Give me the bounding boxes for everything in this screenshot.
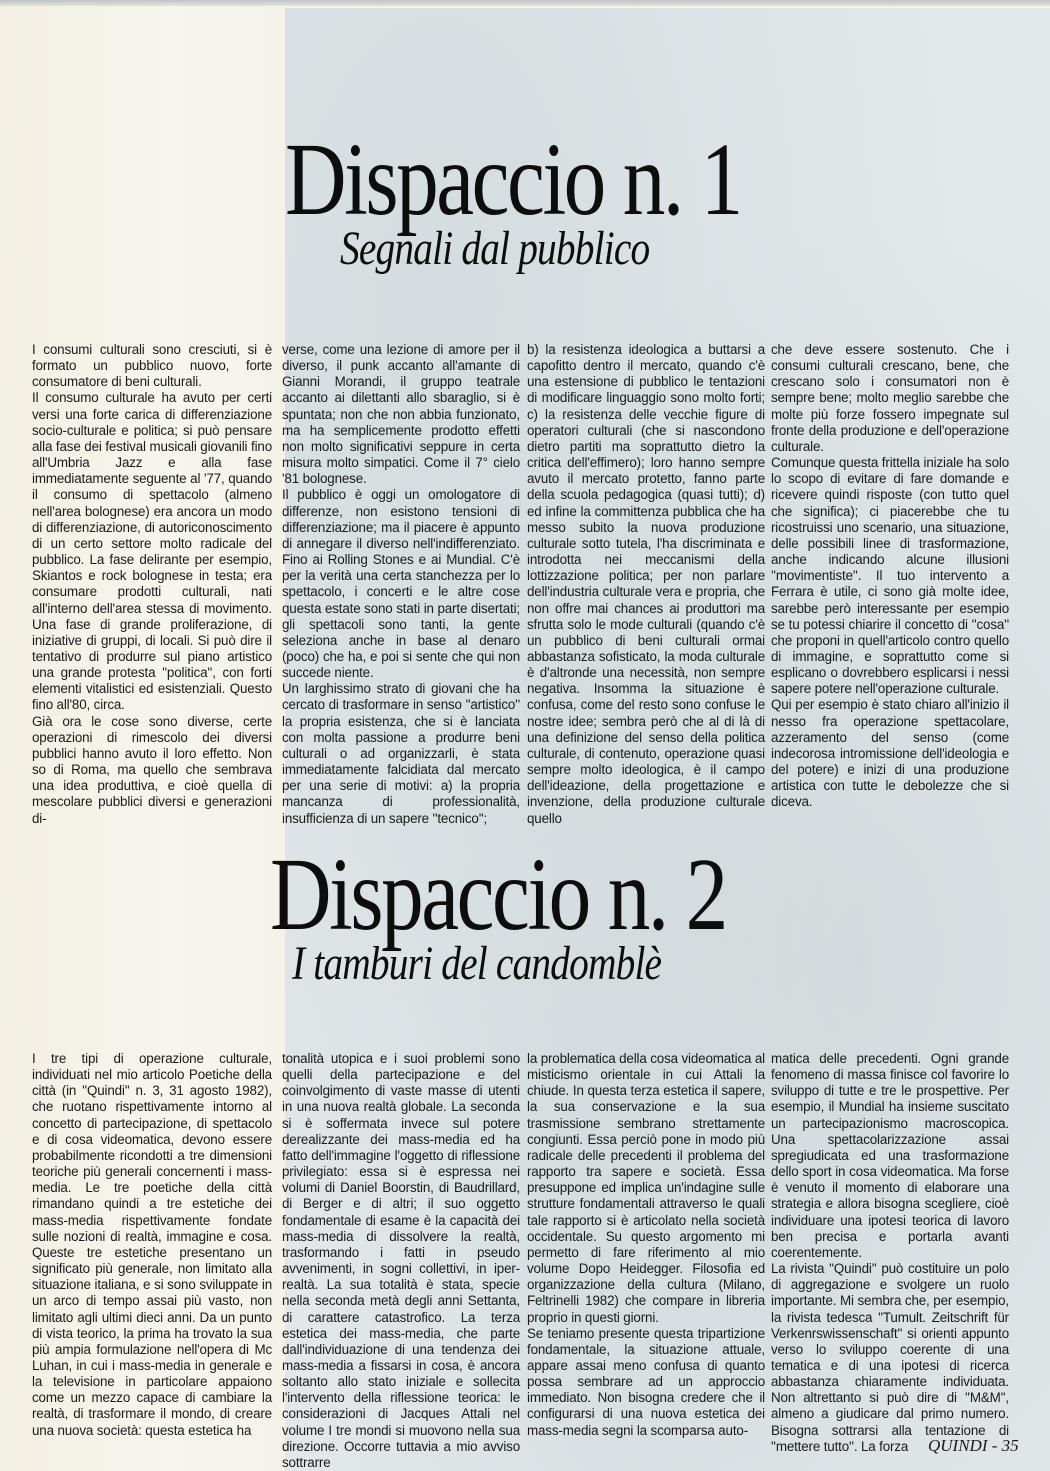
paragraph: Un larghissimo strato di giovani che ha cercato di trasformare in senso ''artistico'' la propria esistenza, che si è lanciata con molta passione a produrre beni culturali o ad organizzarli, è stata immediatamente falcidiata dal mercato per una serie di motivi: a) la propria mancanza di professionalità, insufficienza di un sapere ''tecnico''; [282,681,520,826]
text-column-3 [527,1051,765,1439]
paragraph: tonalità utopica e i suoi problemi sono quelli della partecipazione e del coinvolgimento di vaste masse di utenti in una nuova realtà globale. La seconda si è soffermata invece sul potere derealizzante dei mass-media ed ha fatto dell'immagine l'oggetto di riflessione privilegiato: essa si è espressa nei volumi di Daniel Boorstin, di Baudrillard, di Berger e di altri; il suo oggetto fondamentale di esame è la capacità dei mass-media di dissolvere la realtà, trasformando i fatti in pseudo avvenimenti, in sogni collettivi, in iper-realtà. La sua totalità è stata, specie nella seconda metà degli anni Settanta, di carattere catastrofico. La terza estetica dei mass-media, che parte dall'individuazione di una tendenza dei mass-media a fissarsi in cosa, è ancora soltanto allo stato iniziale e sollecita l'intervento della riflessione teorica: le considerazioni di Jacques Attali nel volume I tre mondi si muovono nella sua direzione. Occorre tuttavia a mio avviso sottrarre [282,1051,520,1470]
paragraph: Già ora le cose sono diverse, certe operazioni di rimescolo dei diversi pubblici hanno avuto il loro effetto. Non so di Roma, ma quello che sembrava una idea produttiva, e cioè quella di mescolare pubblici diversi e generazioni di- [32,713,272,826]
paragraph: la problematica della cosa videomatica al misticismo orientale in cui Attali la chiude. In questa terza estetica il sapere, la sua conservazione e la sua trasmissione sembrano strettamente congiunti. Essa perciò pone in modo più radicale delle precedenti il problema del rapporto tra sapere e società. Essa presuppone ed implica un'indagine sulle strutture fondamentali attraverso le quali tale rapporto si è articolato nella società occidentale. Su questo argomento mi permetto di fare riferimento al mio volume Dopo Heidegger. Filosofia ed organizzazione della cultura (Milano, Feltrinelli 1982) che compare in libreria proprio in questi giorni. [527,1051,765,1325]
text-column-2 [282,342,520,827]
scan-top-edge [0,0,1050,6]
paragraph: Qui per esempio è stato chiaro all'inizio il nesso fra operazione spettacolare, azzeramento del senso (come indecorosa intromissione dell'ideologia e del potere) e inizi di una produzione artistica con tutte le debolezze che si diceva. [771,697,1009,810]
section-subtitle: I tamburi del candomblè [292,937,662,990]
text-column-2 [282,1051,520,1471]
paragraph: I tre tipi di operazione culturale, individuati nel mio articolo Poetiche della città (in ''Quindi'' n. 3, 31 agosto 1982), che ruotano rispettivamente intorno al concetto di partecipazione, di spettacolo e di cosa videomatica, devono essere probabilmente ricondotti a tre dimensioni teoriche più generali concernenti i mass-media. Le tre poetiche della città rimandano quindi a tre estetiche dei mass-media rispettivamente fondate sulle nozioni di realtà, immagine e cosa. Queste tre estetiche presentano un significato più generale, non limitato alla situazione italiana, e si sono sviluppate in un arco di tempo assai più vasto, non limitato agli ultimi dieci anni. Da un punto di vista teorico, la prima ha trovato la sua più ampia formulazione nell'opera di Mc Luhan, in cui i mass-media in generale e la televisione in particolare appaiono come un mezzo capace di cambiare la realtà, di trasformare il mondo, di creare una nuova società: questa estetica ha [32,1051,272,1438]
paragraph: matica delle precedenti. Ogni grande fenomeno di massa finisce col favorire lo sviluppo di tutte e tre le prospettive. Per esempio, il Mundial ha insieme suscitato un partecipazionismo macroscopica. Una spettacolarizzazione assai spregiudicata ed una trasformazione dello sport in cosa videomatica. Ma forse è venuto il momento di elaborare una strategia e allora bisogna scegliere, cioè individuare una ipotesi teorica di lavoro ben precisa e portarla avanti coerentemente. [771,1051,1009,1260]
text-column-1 [32,1051,272,1439]
text-column-4 [771,342,1009,811]
section-title: Dispaccio n. 2 [270,837,726,952]
paragraph: Il consumo culturale ha avuto per certi versi una forte carica di differenziazione socio-culturale e politica; si può pensare alla fase dei festival musicali giovanili fino all'Umbria Jazz e alla fase immediatamente seguente al '77, quando il consumo di spettacolo (almeno nell'area bolognese) era ancora un modo di differenziazione, di autoriconoscimento di un certo settore molto radicale del pubblico. La fase delirante per esempio, Skiantos e rock bolognese in testa; era consumare prodotti culturali, nati all'interno dell'area stessa di movimento. Una fase di grande proliferazione, di iniziative di gruppi, di locali. Si può dire il tentativo di produrre sul piano artistico una grande protesta ''politica'', con forti elementi vitalistici ed esistenziali. Questo fino all'80, circa. [32,390,272,713]
text-column-3 [527,342,765,827]
paragraph: b) la resistenza ideologica a buttarsi a capofitto dentro il mercato, quando c'è una estensione di pubblico le tentazioni di modificare linguaggio sono molto forti; c) la resistenza delle vecchie figure di operatori culturali (che si nascondono dietro partiti ma soprattutto dietro la critica dell'effimero); loro hanno sempre avuto il mercato protetto, fanno parte della scuola pedagogica (quasi tutti); d) ed infine la committenza pubblica che ha messo subito la nuova produzione culturale sotto tutela, l'ha discriminata e introdotta nei meccanismi della lottizzazione politica; per non parlare dell'industria culturale vera e propria, che non offre mai chances ai produttori ma sfrutta solo le mode culturali (quando c'è un pubblico di beni culturali ormai abbastanza sofisticato, la moda culturale è d'altronde una necessità, non sempre negativa. Insomma la situazione è confusa, come del resto sono confuse le nostre idee; sembra però che al di là di una definizione del senso della politica culturale, di contenuto, operazione quasi sempre molto ideologica, è il campo dell'ideazione, della progettazione e invenzione, della produzione culturale quello [527,342,765,826]
text-column-4 [771,1051,1009,1455]
paragraph: verse, come una lezione di amore per il diverso, il punk accanto all'amante di Gianni Morandi, il gruppo teatrale accanto ai dilettanti allo sbaraglio, si è spuntata; non che non abbia funzionato, ma ha semplicemente prodotto effetti non molto significativi seppure in certa misura molto simpatici. Come il 7° cielo '81 bolognese. [282,342,520,487]
paragraph: Se teniamo presente questa tripartizione fondamentale, la situazione attuale, appare assai meno confusa di quanto possa sembrare ad un approccio immediato. Non bisogna credere che il configurarsi di una nuova estetica dei mass-media segni la scomparsa auto- [527,1325,765,1438]
paragraph: Comunque questa frittella iniziale ha solo lo scopo di evitare di fare domande e ricevere quindi risposte (con tutto quel che significa); ci piacerebbe che tu ricostruissi uno scenario, una situazione, delle possibili linee di trasformazione, anche indicando alcune illusioni ''movimentiste''. Il tuo intervento a Ferrara è utile, ci sono già molte idee, sarebbe però interessante per esempio se tu potessi chiarire il concetto di ''cosa'' che proponi in quell'articolo contro quello di immagine, e soprattutto come si esplicano o dovrebbero esplicarsi i nessi sapere potere nell'operazione culturale. [771,455,1009,697]
paragraph: Il pubblico è oggi un omologatore di differenze, non esistono tensioni di differenziazione; ma il piacere è appunto di annegare il diverso nell'indifferenziato. Fino ai Rolling Stones e ai Mundial. C'è per la verità una certa stanchezza per lo spettacolo, i concerti e le altre cose questa estate sono stati in parte disertati; gli spettacoli sono tanti, la gente seleziona anche in base al denaro (poco) che ha, e poi si sente che qui non succede niente. [282,487,520,681]
paragraph: La rivista ''Quindi'' può costituire un polo di aggregazione e svolgere un ruolo importante. Mi sembra che, per esempio, la rivista tedesca ''Tumult. Zeitschrift für Verkenrswissenschaft'' si orienti appunto verso lo sviluppo coerente di una tematica e di una ipotesi di ricerca abbastanza chiaramente individuata. Non altrettanto si può dire di ''M&M'', almeno a giudicare dal primo numero. Bisogna sottrarsi alla tentazione di ''mettere tutto''. La forza [771,1261,1009,1454]
section-title: Dispaccio n. 1 [285,122,741,237]
section-subtitle: Segnali dal pubblico [340,222,650,275]
text-column-1 [32,342,272,827]
page-folio: QUINDI - 35 [928,1436,1019,1455]
paragraph: che deve essere sostenuto. Che i consumi culturali crescano, bene, che crescano solo i consumatori non è sempre bene; molto meglio sarebbe che molte più forze fossero impegnate sul fronte della produzione e dell'operazione culturale. [771,342,1009,454]
paragraph: I consumi culturali sono cresciuti, si è formato un pubblico nuovo, forte consumatore di beni culturali. [32,342,272,390]
